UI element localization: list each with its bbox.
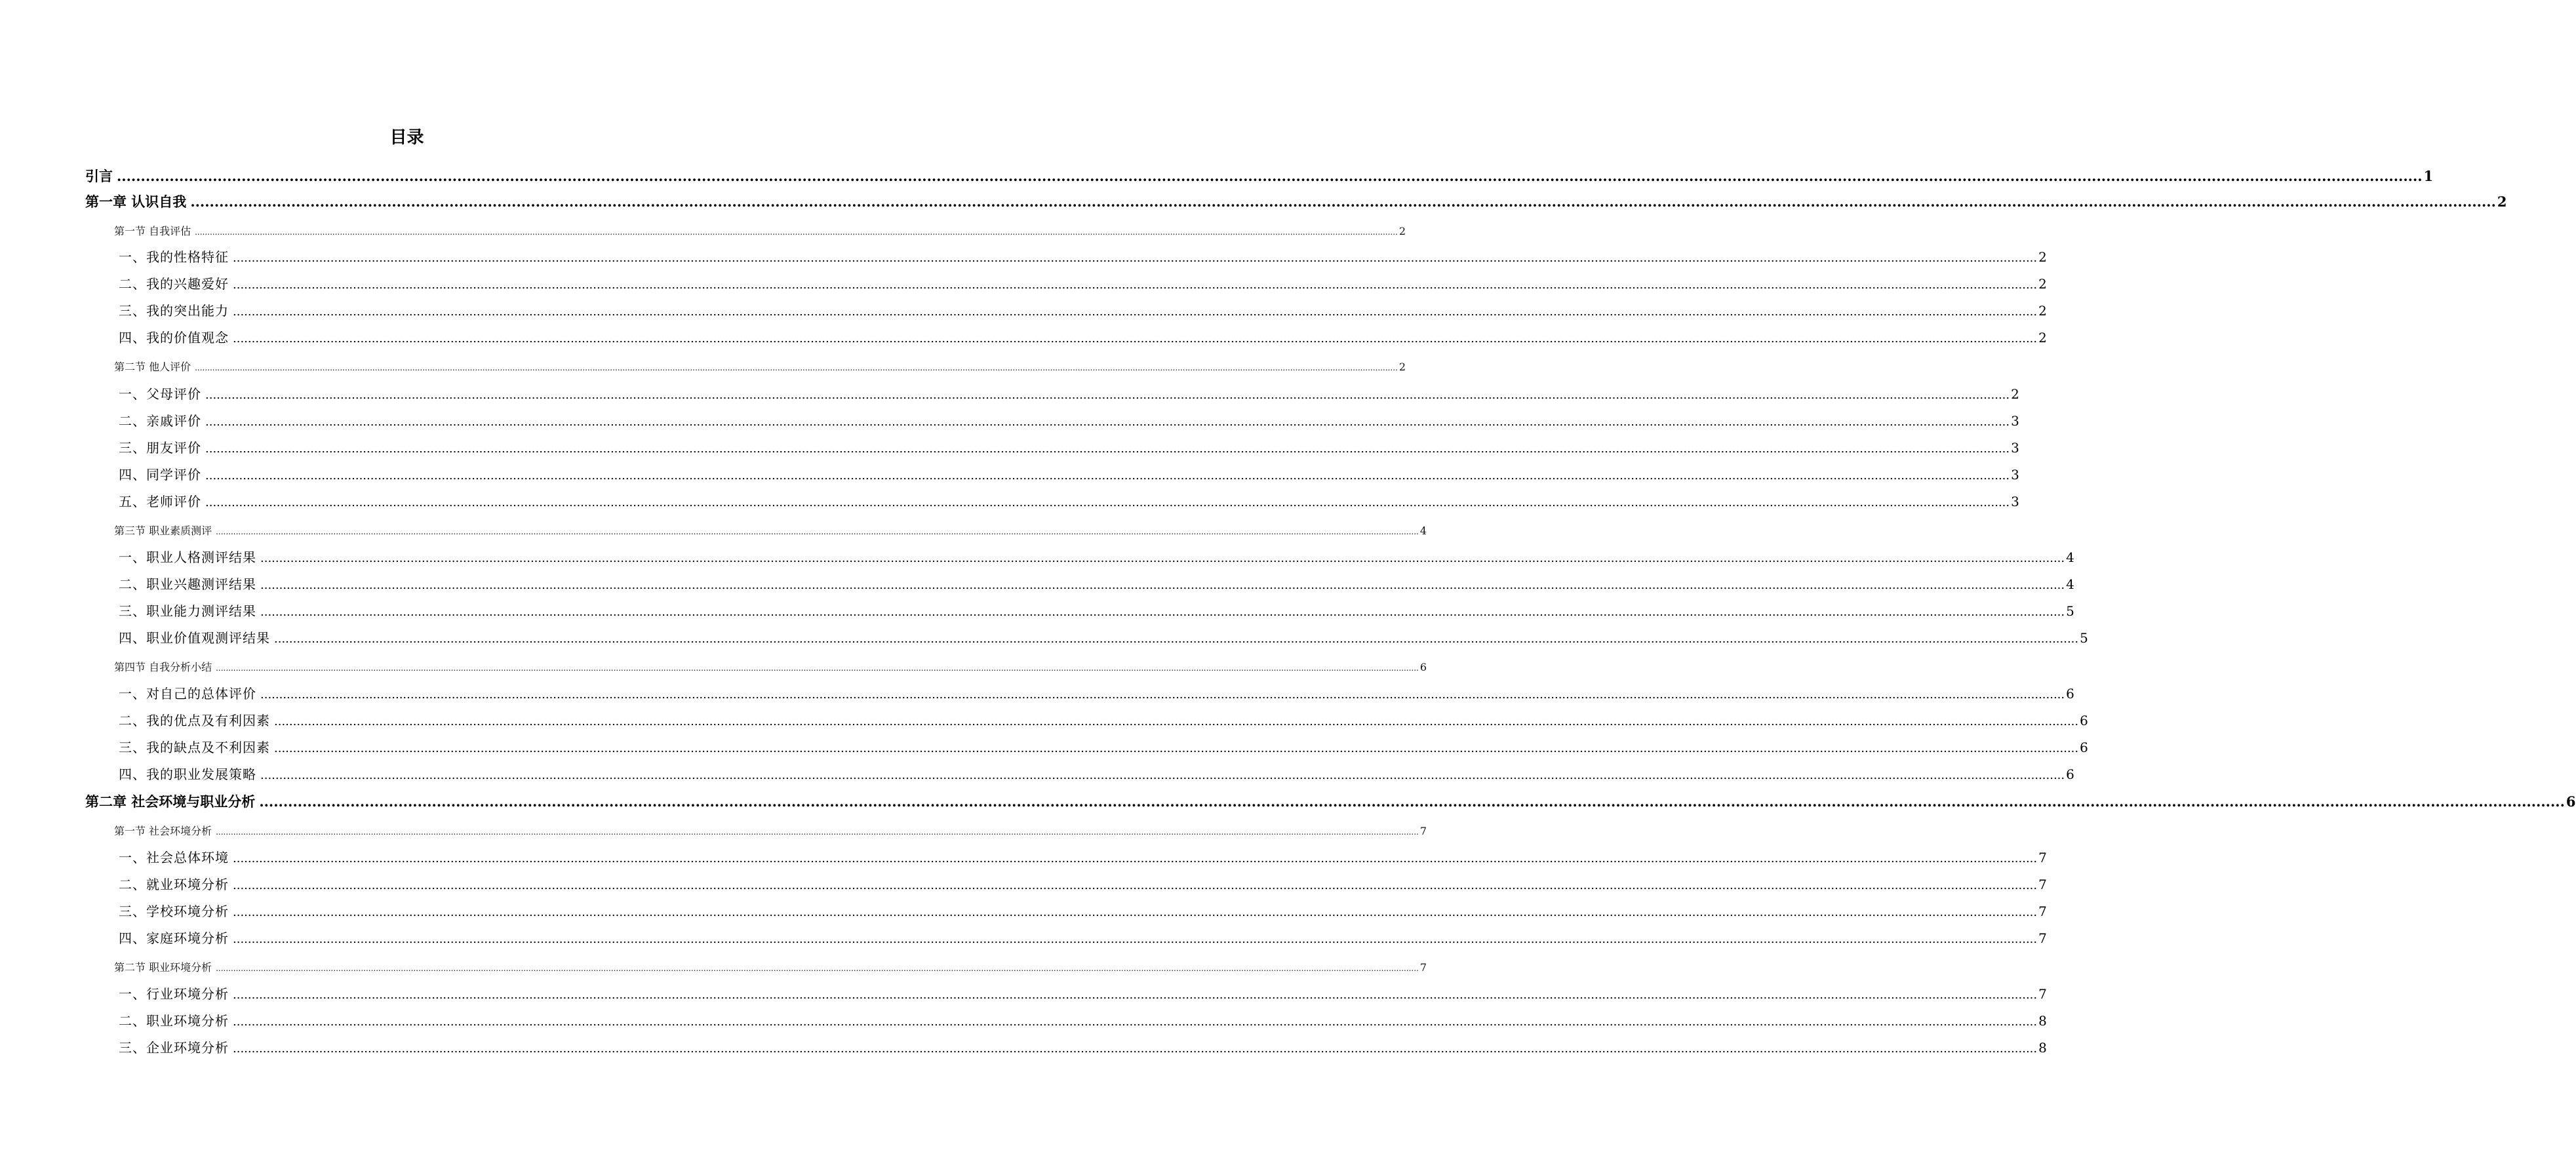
toc-entry-page: 2 — [2038, 249, 2047, 265]
toc-entry-page: 6 — [2080, 713, 2088, 728]
toc-entry-item[interactable] — [0, 1038, 2047, 1059]
toc-entry-page: 2 — [2038, 330, 2047, 346]
toc-entry-chapter[interactable] — [0, 192, 2507, 212]
dot-leader — [205, 493, 2010, 513]
toc-entry-page: 3 — [2011, 413, 2019, 429]
toc-entry-page: 6 — [2066, 686, 2074, 702]
toc-entry-text: 四、同学评价 — [119, 467, 201, 483]
toc-entry-page: 5 — [2080, 630, 2088, 646]
toc-entry-page: 1 — [2423, 168, 2434, 184]
dot-leader — [195, 224, 1398, 241]
toc-entry-chapter[interactable] — [0, 167, 2434, 186]
toc-entry-item[interactable] — [0, 601, 2074, 622]
toc-entry-text: 一、父母评价 — [119, 386, 201, 402]
toc-entry-chapter[interactable] — [0, 792, 2576, 812]
toc-entry-text: 三、学校环境分析 — [119, 903, 229, 919]
toc-entry-item[interactable] — [0, 492, 2019, 513]
dot-leader — [233, 876, 2037, 896]
dot-leader — [260, 549, 2065, 568]
toc-entry-text: 三、我的缺点及不利因素 — [119, 740, 270, 755]
toc-entry-text: 第一节 社会环境分析 — [114, 825, 212, 837]
toc-entry-text: 第二章 社会环境与职业分析 — [85, 794, 256, 810]
toc-entry-section[interactable] — [0, 959, 1427, 977]
toc-entry-text: 引言 — [85, 169, 113, 184]
toc-entry-page: 6 — [2080, 740, 2088, 755]
toc-entry-page: 7 — [2038, 930, 2047, 946]
toc-entry-text: 一、行业环境分析 — [119, 986, 229, 1002]
toc-entry-item[interactable] — [0, 547, 2074, 568]
toc-entry-page: 8 — [2038, 1013, 2047, 1029]
toc-entry-page: 7 — [2038, 850, 2047, 865]
toc-entry-item[interactable] — [0, 411, 2019, 432]
toc-entry-text: 三、朋友评价 — [119, 440, 201, 456]
toc-entry-item[interactable] — [0, 438, 2019, 459]
dot-leader — [216, 823, 1419, 841]
dot-leader — [233, 1039, 2037, 1059]
dot-leader — [233, 930, 2037, 949]
toc-entry-section[interactable] — [0, 823, 1427, 841]
toc-entry-page: 2 — [2011, 386, 2019, 402]
toc-entry-text: 二、我的兴趣爱好 — [119, 276, 229, 292]
toc-entry-item[interactable] — [0, 574, 2074, 595]
toc-entry-item[interactable] — [0, 764, 2074, 785]
dot-leader — [233, 849, 2037, 869]
toc-entry-page: 4 — [2066, 576, 2074, 592]
toc-entry-item[interactable] — [0, 628, 2088, 649]
toc-entry-item[interactable] — [0, 1011, 2047, 1032]
toc-entry-item[interactable] — [0, 384, 2019, 405]
dot-leader — [274, 712, 2078, 732]
dot-leader — [195, 359, 1398, 376]
toc-entry-page: 4 — [1419, 525, 1427, 537]
toc-entry-page: 2 — [2497, 193, 2507, 210]
toc-entry-item[interactable] — [0, 738, 2088, 759]
toc-entry-text: 二、亲戚评价 — [119, 413, 201, 429]
toc-entry-text: 一、职业人格测评结果 — [119, 549, 256, 565]
toc-entry-text: 二、职业兴趣测评结果 — [119, 576, 256, 592]
toc-entry-page: 6 — [1419, 661, 1427, 673]
toc-entry-text: 一、对自己的总体评价 — [119, 686, 256, 702]
dot-leader — [233, 1012, 2037, 1032]
dot-leader — [117, 167, 2423, 186]
toc-entry-page: 7 — [2038, 877, 2047, 892]
dot-leader — [233, 302, 2037, 322]
dot-leader — [205, 386, 2010, 405]
dot-leader — [233, 248, 2037, 268]
toc-entry-section[interactable] — [0, 223, 1406, 241]
toc-entry-text: 二、职业环境分析 — [119, 1013, 229, 1029]
toc-entry-section[interactable] — [0, 523, 1427, 540]
toc-entry-page: 3 — [2011, 467, 2019, 483]
page-title: 目录 — [389, 128, 424, 148]
toc-entry-item[interactable] — [0, 875, 2047, 896]
dot-leader — [205, 439, 2010, 459]
dot-leader — [274, 739, 2078, 759]
toc-entry-page: 2 — [1398, 361, 1406, 373]
toc-entry-section[interactable] — [0, 359, 1406, 376]
toc-entry-page: 5 — [2066, 603, 2074, 619]
dot-leader — [205, 466, 2010, 486]
dot-leader — [260, 603, 2065, 622]
dot-leader — [260, 685, 2065, 705]
toc-entry-text: 第一节 自我评估 — [114, 225, 191, 237]
toc-entry-text: 四、我的价值观念 — [119, 330, 229, 346]
dot-leader — [260, 576, 2065, 595]
toc-entry-item[interactable] — [0, 247, 2047, 268]
toc-entry-text: 三、职业能力测评结果 — [119, 603, 256, 619]
toc-entry-text: 一、我的性格特征 — [119, 249, 229, 265]
toc-entry-text: 二、我的优点及有利因素 — [119, 713, 270, 728]
dot-leader — [233, 985, 2037, 1005]
toc-entry-item[interactable] — [0, 328, 2047, 349]
toc-entry-text: 四、家庭环境分析 — [119, 930, 229, 946]
toc-entry-item[interactable] — [0, 274, 2047, 295]
dot-leader — [216, 660, 1419, 677]
toc-entry-page: 6 — [2566, 793, 2576, 810]
toc-entry-text: 第三节 职业素质测评 — [114, 525, 212, 537]
toc-entry-page: 3 — [2011, 494, 2019, 509]
dot-leader — [216, 960, 1419, 977]
toc-entry-item[interactable] — [0, 465, 2019, 486]
toc-entry-text: 第二节 他人评价 — [114, 361, 191, 373]
toc-entry-page: 2 — [2038, 276, 2047, 292]
dot-leader — [233, 275, 2037, 295]
toc-entry-page: 2 — [1398, 225, 1406, 237]
toc-entry-page: 3 — [2011, 440, 2019, 456]
toc-entry-text: 四、我的职业发展策略 — [119, 766, 256, 782]
toc-entry-text: 二、就业环境分析 — [119, 877, 229, 892]
toc-entry-page: 7 — [1419, 825, 1427, 837]
toc-entry-section[interactable] — [0, 659, 1427, 677]
dot-leader — [274, 629, 2078, 649]
toc-entry-page: 7 — [2038, 986, 2047, 1002]
toc-entry-item[interactable] — [0, 928, 2047, 949]
toc-entry-text: 三、我的突出能力 — [119, 303, 229, 319]
dot-leader — [216, 523, 1419, 540]
toc-entry-text: 三、企业环境分析 — [119, 1040, 229, 1056]
dot-leader — [259, 792, 2565, 812]
dot-leader — [233, 903, 2037, 922]
dot-leader — [205, 412, 2010, 432]
toc-entry-item[interactable] — [0, 984, 2047, 1005]
dot-leader — [190, 192, 2496, 212]
toc-entry-text: 第一章 认识自我 — [85, 194, 187, 210]
toc-entry-page: 8 — [2038, 1040, 2047, 1056]
toc-entry-text: 五、老师评价 — [119, 494, 201, 509]
toc-entry-item[interactable] — [0, 711, 2088, 732]
toc-entry-item[interactable] — [0, 301, 2047, 322]
dot-leader — [260, 766, 2065, 785]
toc-entry-page: 7 — [1419, 961, 1427, 974]
toc-entry-page: 7 — [2038, 903, 2047, 919]
toc-entry-page: 4 — [2066, 549, 2074, 565]
toc-entry-text: 一、社会总体环境 — [119, 850, 229, 865]
toc-entry-item[interactable] — [0, 848, 2047, 869]
toc-entry-page: 2 — [2038, 303, 2047, 319]
toc-entry-text: 四、职业价值观测评结果 — [119, 630, 270, 646]
toc-entry-item[interactable] — [0, 684, 2074, 705]
toc-entry-text: 第二节 职业环境分析 — [114, 961, 212, 974]
toc-entry-item[interactable] — [0, 902, 2047, 922]
dot-leader — [233, 329, 2037, 349]
toc-entry-text: 第四节 自我分析小结 — [114, 661, 212, 673]
toc-entry-page: 6 — [2066, 766, 2074, 782]
